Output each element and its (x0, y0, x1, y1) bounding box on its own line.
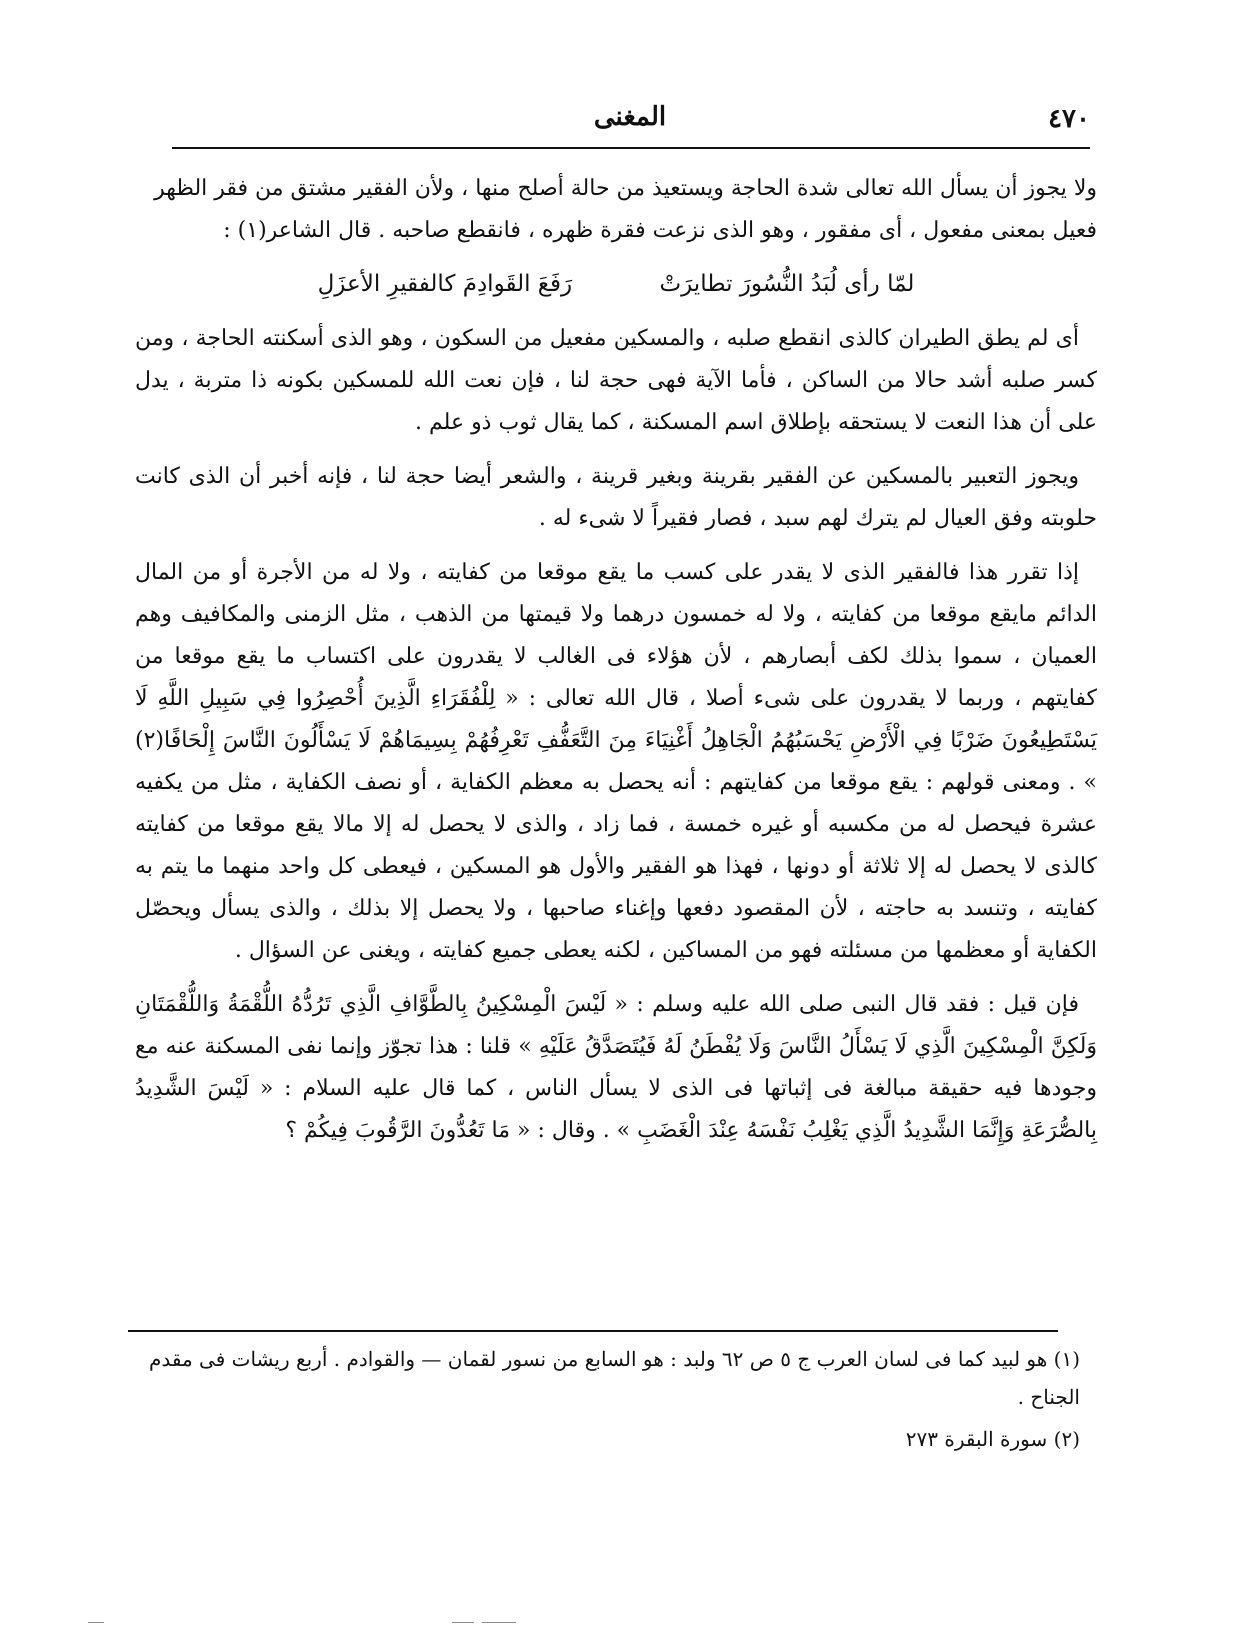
paragraph-1-line-2: فعيل بمعنى مفعول ، أى مفقور ، وهو الذى نزعت فقرة ظهره ، فانقطع صاحبه . قال الشاعر(١) : (223, 218, 1097, 243)
scan-mark (88, 1622, 104, 1623)
footnotes (135, 1340, 1080, 1462)
page-number: ٤٧٠ (1048, 104, 1090, 134)
paragraph-5: فإن قيل : فقد قال النبى صلى الله عليه وسلم : « لَيْسَ الْمِسْكِينُ بِالطَّوَّافِ الَّذِي تَرُدُّهُ اللُّقْمَةُ وَاللُّقْمَتَانِ وَلَكِنَّ الْمِسْكِينَ الَّذِي لَا يَسْأَلُ النَّاسَ وَلَا يُفْطَنُ لَهُ فَيُتَصَدَّقُ عَلَيْهِ » قلنا : هذا تجوّز وإنما نفى المسكنة عنه مع وجودها فيه حقيقة مبالغة فى إثباتها فى الذى لا يسأل الناس ، كما قال عليه السلام : « لَيْسَ الشَّدِيدُ بِالصُّرَعَةِ وَإِنَّمَا الشَّدِيدُ الَّذِي يَغْلِبُ نَفْسَهُ عِنْدَ الْغَضَبِ » . وقال : « مَا تَعُدُّونَ الرَّقُوبَ فِيكُمْ ؟ (135, 992, 1097, 1143)
main-text (135, 168, 1097, 1164)
verse-hemistich-2: رَفَعَ القَوادِمَ كالفقيرِ الأعزَلِ (317, 271, 573, 297)
paragraph-1 (135, 168, 1097, 252)
paragraph-1-line-1: ولا يجوز أن يسأل الله تعالى شدة الحاجة ويستعيذ من حالة أصلح منها ، ولأن الفقير مشتق من فقر الظهر (154, 176, 1097, 201)
paragraph-2: أى لم يطق الطيران كالذى انقطع صلبه ، والمسكين مفعيل من السكون ، وهو الذى أسكنته الحاجة ، ومن كسر صلبه أشد حالا من الساكن ، فأما الآية فهى حجة لنا ، فإن نعت الله للمسكين بكونه ذا متربة ، يدل على أن هذا النعت لا يستحقه بإطلاق اسم المسكنة ، كما يقال ثوب ذو علم . (135, 326, 1097, 435)
footnote-divider (128, 1330, 1058, 1332)
scan-mark (482, 1622, 516, 1623)
paragraph-4: إذا تقرر هذا فالفقير الذى لا يقدر على كسب ما يقع موقعا من كفايته ، ولا له من الأجرة أو من المال الدائم مايقع موقعا من كفايته ، ولا له خمسون درهما ولا قيمتها من الذهب ، مثل الزمنى والمكافيف وهم العميان ، سموا بذلك لكف أبصارهم ، لأن هؤلاء فى الغالب لا يقدرون على اكتساب ما يقع موقعا من كفايتهم ، وربما لا يقدرون على شىء أصلا ، قال الله تعالى : « لِلْفُقَرَاءِ الَّذِينَ أُحْصِرُوا فِي سَبِيلِ اللَّهِ لَا يَسْتَطِيعُونَ ضَرْبًا فِي الْأَرْضِ يَحْسَبُهُمُ الْجَاهِلُ أَغْنِيَاءَ مِنَ التَّعَفُّفِ تَعْرِفُهُمْ بِسِيمَاهُمْ لَا يَسْأَلُونَ النَّاسَ إِلْحَافًا(٢) » . ومعنى قولهم : يقع موقعا من كفايتهم : أنه يحصل به معظم الكفاية ، أو نصف الكفاية ، مثل من يكفيه عشرة فيحصل له من مكسبه أو غيره خمسة ، فما زاد ، والذى لا يحصل له إلا مالا يقع موقعا من كفايته كالذى لا يحصل له إلا ثلاثة أو دونها ، فهذا هو الفقير والأول هو المسكين ، فيعطى كل واحد منهما ما يتم به كفايته ، وتنسد به حاجته ، لأن المقصود دفعها وإغناء صاحبها ، ولا يحصل إلا بذلك ، والذى يسأل ويحصّل الكفاية أو معظمها من مسئلته فهو من المساكين ، لكنه يعطى جميع كفايته ، ويغنى عن السؤال . (135, 560, 1098, 963)
scan-mark (452, 1622, 474, 1623)
running-title: المغنى (593, 102, 667, 132)
scan-artifact (0, 1622, 1259, 1624)
header-divider (172, 147, 1090, 149)
footnote-1: (١) هو لبيد كما فى لسان العرب ج ٥ ص ٦٢ ولبد : هو السابع من نسور لقمان — والقوادم . أربع ريشات فى مقدم الجناح . (148, 1347, 1080, 1409)
paragraph-3: ويجوز التعبير بالمسكين عن الفقير بقرينة وبغير قرينة ، والشعر أيضا حجة لنا ، فإنه أخبر أن الذى كانت حلوبته وفق العيال لم يترك لهم سبد ، فصار فقيراً لا شىء له . (135, 464, 1097, 531)
footnote-2: (٢) سورة البقرة ٢٧٣ (905, 1427, 1080, 1451)
page-header (170, 102, 1090, 142)
poetry-verse (135, 264, 1097, 304)
verse-hemistich-1: لمّا رأى لُبَدُ النُّسُورَ تطايرَتْ (659, 271, 915, 297)
